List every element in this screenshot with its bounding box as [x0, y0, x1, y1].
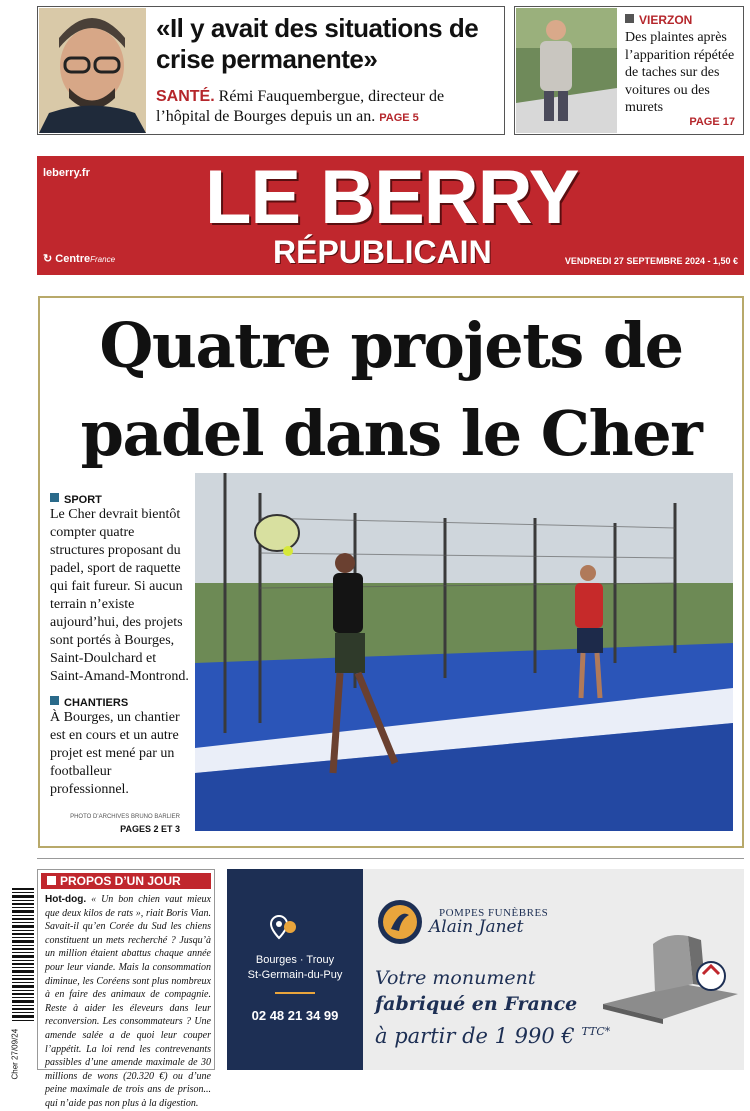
barcode: [10, 888, 36, 1023]
main-headline: [40, 302, 742, 478]
person-portrait-icon: [39, 8, 146, 133]
newspaper-title: LE BERRY: [205, 155, 579, 240]
teaser-left[interactable]: [37, 6, 505, 135]
date-price: VENDREDI 27 SEPTEMBRE 2024 - 1,50 €: [564, 256, 738, 266]
square-bullet-icon: [47, 876, 56, 885]
ad-locations: [227, 953, 363, 983]
gravestone-icon: [593, 914, 743, 1024]
square-bullet-icon: [50, 493, 59, 502]
photo-credit: PHOTO D’ARCHIVES BRUNO BARLIER: [70, 814, 180, 820]
padel-court-photo-icon: [195, 473, 733, 831]
section-label: [625, 13, 741, 27]
teaser-quote: «Il y avait des situations de crise permanente»: [156, 13, 479, 74]
square-bullet-icon: [625, 14, 634, 23]
main-story[interactable]: [38, 296, 744, 848]
website-link[interactable]: leberry.fr: [43, 167, 90, 179]
masthead: [37, 156, 744, 275]
divider: [37, 858, 744, 859]
ad-separator: [275, 992, 315, 994]
chantiers-body: À Bourges, un chantier est en cours et un autre projet est mené par un footballeur professionnel.: [50, 710, 180, 797]
group-name: Centre: [55, 253, 91, 265]
sport-kicker: [50, 493, 190, 506]
group-suffix: France: [90, 255, 116, 264]
padel-photo: [195, 473, 733, 831]
teaser-text: Rémi Fauquembergue, directeur de l’hôpital de Bourges depuis un an.: [156, 88, 445, 125]
barcode-icon: [10, 888, 36, 1023]
pages-ref: PAGES 2 ET 3: [120, 824, 180, 834]
propos-body: [45, 893, 211, 1111]
teaser-kicker: SANTÉ.: [156, 88, 215, 105]
ad-contact-panel[interactable]: [227, 869, 363, 1070]
sport-kicker-text: SPORT: [64, 494, 102, 506]
teaser-right-text: [625, 13, 741, 117]
location-pin-icon: [269, 914, 299, 947]
section-label-text: VIERZON: [639, 13, 693, 27]
propos-header: [41, 873, 211, 889]
ad-location-2: St-Germain-du-Puy: [247, 969, 343, 981]
newspaper-subtitle: RÉPUBLICAIN: [273, 234, 492, 270]
brand-logo-icon: [377, 899, 423, 950]
teaser-page-ref: PAGE 5: [379, 112, 419, 124]
headline-line-2: padel dans le Cher: [80, 397, 702, 470]
teaser-body: [156, 87, 501, 128]
ad-brand-panel[interactable]: [363, 869, 744, 1070]
headline-line-1: Quatre projets de: [99, 309, 683, 382]
teaser-right-page-ref: PAGE 17: [689, 116, 735, 128]
propos-box[interactable]: [37, 869, 215, 1109]
chantiers-kicker-text: CHANTIERS: [64, 697, 129, 709]
monument-image: [593, 914, 743, 1029]
slogan-line-1: Votre monument: [375, 967, 536, 989]
brand-line-1: POMPES FUNÈBRES: [439, 907, 549, 919]
sport-body: Le Cher devrait bientôt compter quatre structures proposant du padel, sport de raquette qui fait fureur. Si aucun terrain n’existe aujourd’hui, des projets sont portés à Bourges, Saint-Doulchard et Saint-Amand-Montrond.: [50, 507, 189, 684]
group-logo: [43, 252, 115, 265]
story-text-column: [50, 493, 190, 799]
barcode-side-text: Cher 27/09/24: [10, 1028, 20, 1080]
slogan-price: à partir de 1 990 €: [375, 1024, 575, 1048]
slogan-line-2: fabriqué en France: [375, 993, 578, 1015]
teaser-right[interactable]: [514, 6, 744, 135]
brand-line-2: Alain Janet: [429, 917, 524, 937]
man-by-car-photo-icon: [516, 8, 617, 133]
propos-lead: Hot-dog.: [45, 894, 87, 905]
chantiers-kicker: [50, 696, 190, 709]
slogan-ttc: TTC*: [581, 1025, 611, 1038]
vierzon-photo: [516, 8, 617, 133]
ad-phone[interactable]: 02 48 21 34 99: [251, 1008, 339, 1023]
portrait-photo: [39, 8, 146, 133]
teaser-right-body: Des plaintes après l’apparition répétée de taches sur des voitures ou des murets: [625, 30, 735, 115]
centre-france-icon: ↻: [43, 253, 53, 265]
propos-text: « Un bon chien vaut mieux que deux kilos de rats », riait Boris Vian. Savait-il qu’en Corée du Sud les chiens constituent un mets recherché ? Jusqu’à un million étaient abattus chaque année pour leur viande. Mais la consommation diminue, les Coréens sont plus nombreux à en faire des animaux de compagnie. Reste à aider les éleveurs dans leur reconversion. Les consommateurs ? Une amende salée a de quoi leur couper l’appétit. La loi rend les contrevenants passibles d’une amende maximale de 30 millions de wons (20.320 €) ou d’une peine maximale de trois ans de prison... qui n’aide pas non plus à la digestion.: [45, 894, 211, 1109]
square-bullet-icon: [50, 696, 59, 705]
ad-location-1: Bourges · Trouy: [255, 954, 335, 966]
propos-header-text: PROPOS D’UN JOUR: [60, 874, 181, 888]
